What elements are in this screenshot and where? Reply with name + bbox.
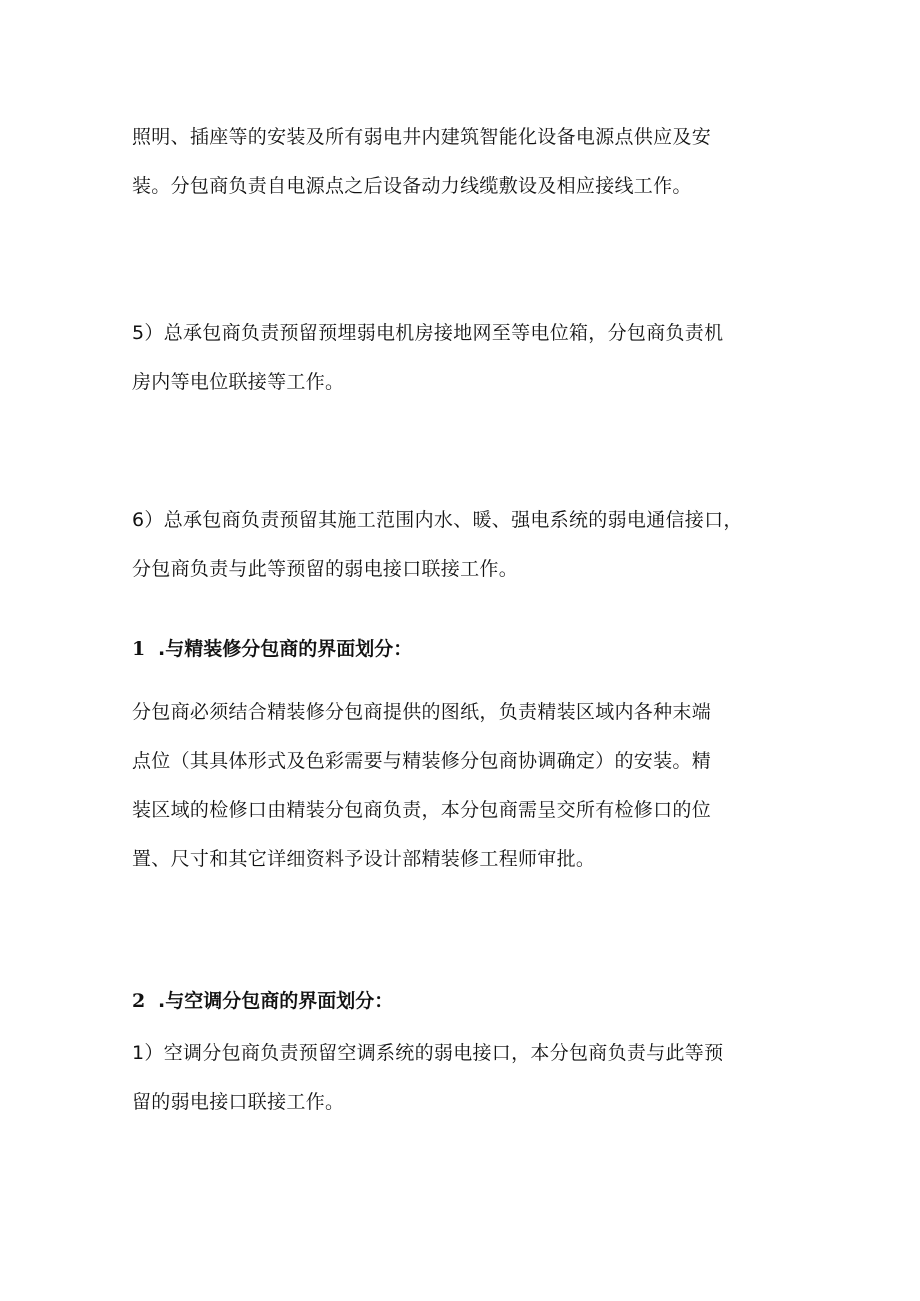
section-heading-decoration	[132, 634, 412, 664]
paragraph-item-6	[132, 496, 792, 594]
text-line: 分包商必须结合精装修分包商提供的图纸，负责精装区域内各种末端	[132, 701, 712, 723]
heading-number: 2	[132, 990, 146, 1012]
text-line: 6）总承包商负责预留其施工范围内水、暖、强电系统的弱电通信接口，	[132, 509, 743, 531]
paragraph-ac-item-1	[132, 1029, 792, 1127]
text-line: 照明、插座等的安装及所有弱电井内建筑智能化设备电源点供应及安	[132, 126, 712, 148]
text-line: 1）空调分包商负责预留空调系统的弱电接口，本分包商负责与此等预	[132, 1042, 724, 1064]
text-line: 房内等电位联接等工作。	[132, 371, 345, 393]
heading-number: 1	[132, 638, 146, 660]
text-line: 装。分包商负责自电源点之后设备动力线缆敷设及相应接线工作。	[132, 175, 692, 197]
text-line: 点位（其具体形式及色彩需要与精装修分包商协调确定）的安装。精	[132, 750, 712, 772]
paragraph-power-supply	[132, 113, 792, 211]
heading-text: .与空调分包商的界面划分：	[158, 990, 394, 1012]
section-heading-air-conditioning	[132, 986, 393, 1016]
text-line: 分包商负责与此等预留的弱电接口联接工作。	[132, 558, 519, 580]
paragraph-decoration	[132, 688, 792, 884]
text-line: 留的弱电接口联接工作。	[132, 1091, 345, 1113]
paragraph-item-5	[132, 309, 792, 407]
text-line: 置、尺寸和其它详细资料予设计部精装修工程师审批。	[132, 848, 596, 870]
text-line: 装区域的检修口由精装分包商负责，本分包商需呈交所有检修口的位	[132, 799, 712, 821]
text-line: 5）总承包商负责预留预埋弱电机房接地网至等电位箱，分包商负责机	[132, 322, 724, 344]
heading-text: .与精装修分包商的界面划分：	[158, 638, 413, 660]
